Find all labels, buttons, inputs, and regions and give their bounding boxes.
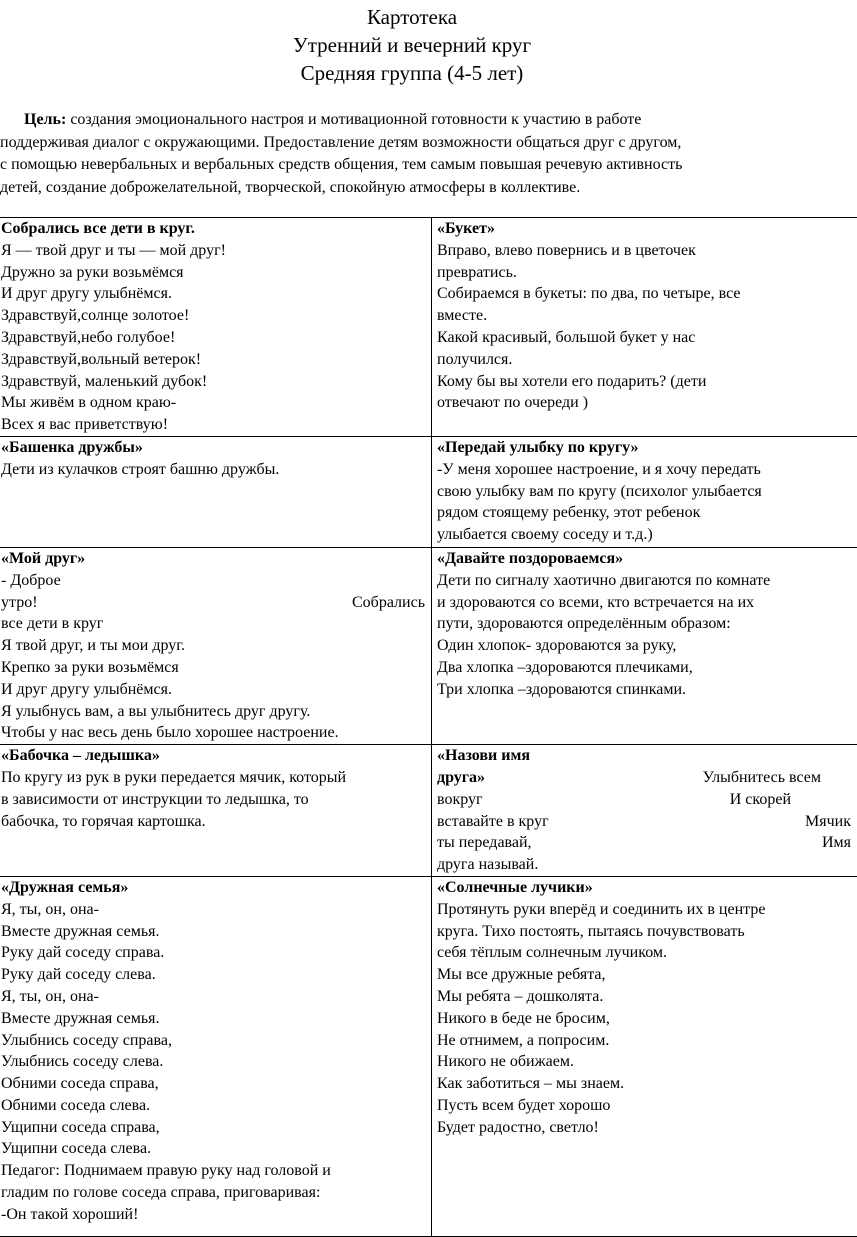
goal-line: поддерживая диалог с окружающими. Предоставление детям возможности общаться друг с другом,: [0, 132, 806, 155]
card-line: друга называй.: [437, 854, 857, 876]
card-line: Я твой друг, и ты мои друг.: [1, 635, 431, 657]
card-line: Два хлопка –здороваются плечиками,: [437, 657, 857, 679]
card-title: «Передай улыбку по кругу»: [437, 437, 857, 459]
card-line: Один хлопок- здороваются за руку,: [437, 635, 857, 657]
card-line-part: Собрались: [352, 592, 425, 614]
table-row: [0, 436, 857, 547]
card-line: -Он такой хороший!: [1, 1204, 431, 1226]
card-line: Протянуть руки вперёд и соединить их в центре: [437, 899, 857, 921]
card-title: «Башенка дружбы»: [1, 437, 431, 459]
card-line-part: Имя: [822, 832, 851, 854]
card-title: «Давайте поздороваемся»: [437, 548, 857, 570]
card-line-part: вокруг: [437, 789, 483, 811]
goal-line: создания эмоционального настроя и мотивационной готовности к участию в работе: [66, 111, 641, 128]
table-row: [0, 218, 857, 437]
title-line-1: Картотека: [8, 3, 816, 31]
card-cell: [432, 218, 857, 437]
card-title: «Бабочка – ледышка»: [1, 745, 431, 767]
card-line: все дети в круг: [1, 613, 431, 635]
card-line: Здравствуй,вольный ветерок!: [1, 349, 431, 371]
card-line: Будет радостно, светло!: [437, 1117, 857, 1139]
card-line: бабочка, то горячая картошка.: [1, 811, 431, 833]
card-line-part: вставайте в круг: [437, 811, 549, 833]
card-line: Всех я вас приветствую!: [1, 414, 431, 436]
card-line: [1, 592, 431, 614]
card-line: Дети по сигналу хаотично двигаются по комнате: [437, 570, 857, 592]
card-title: «Букет»: [437, 218, 857, 240]
card-cell: [432, 547, 857, 744]
card-line: Здравствуй, маленький дубок!: [1, 371, 431, 393]
card-line: Ущипни соседа слева.: [1, 1138, 431, 1160]
card-line: Какой красивый, большой букет у нас: [437, 327, 857, 349]
card-line: Как заботиться – мы знаем.: [437, 1073, 857, 1095]
card-line: вместе.: [437, 305, 857, 327]
card-line: круга. Тихо постоять, пытаясь почувствовать: [437, 921, 857, 943]
card-cell: [0, 876, 432, 1236]
card-line: превратись.: [437, 262, 857, 284]
card-line: Вправо, влево повернись и в цветочек: [437, 240, 857, 262]
title-line-2: Утренний и вечерний круг: [8, 31, 816, 59]
card-cell-name-friend: [432, 745, 857, 877]
card-line: улыбается своему соседу и т.д.): [437, 524, 857, 546]
card-line: Я, ты, он, она-: [1, 899, 431, 921]
card-cell-my-friend: [0, 547, 432, 744]
card-line-part: И скорей: [730, 789, 791, 811]
card-line: в зависимости от инструкции то ледышка, то: [1, 789, 431, 811]
card-line: По кругу из рук в руки передается мячик, который: [1, 767, 431, 789]
card-cell: [0, 436, 432, 547]
card-line-part: утро!: [1, 592, 38, 614]
card-line: пути, здороваются определённым образом:: [437, 613, 857, 635]
card-line: Я, ты, он, она-: [1, 986, 431, 1008]
card-line: Руку дай соседу справа.: [1, 942, 431, 964]
card-line: [437, 832, 857, 854]
card-line: Дети из кулачков строят башню дружбы.: [1, 459, 431, 481]
card-line-part: ты передавай,: [437, 832, 532, 854]
card-line: Не отнимем, а попросим.: [437, 1030, 857, 1052]
card-line: Мы ребята – дошколята.: [437, 986, 857, 1008]
card-line: Улыбнись соседу справа,: [1, 1030, 431, 1052]
card-line: Мы все дружные ребята,: [437, 964, 857, 986]
card-cell: [432, 436, 857, 547]
card-line: Никого в беде не бросим,: [437, 1008, 857, 1030]
cards-table: [0, 217, 857, 1237]
card-line: рядом стоящему ребенку, этот ребенок: [437, 502, 857, 524]
card-line: получился.: [437, 349, 857, 371]
card-line: - Доброе: [1, 570, 431, 592]
table-row: [0, 547, 857, 744]
card-line: Крепко за руки возьмёмся: [1, 657, 431, 679]
goal-line: детей, создание доброжелательной, творческой, спокойную атмосферы в коллективе.: [0, 177, 806, 200]
card-line: Чтобы у нас весь день было хорошее настроение.: [1, 722, 431, 744]
card-line: Никого не обижаем.: [437, 1051, 857, 1073]
card-line: [437, 811, 857, 833]
card-line: -У меня хорошее настроение, и я хочу передать: [437, 459, 857, 481]
card-line: Здравствуй,солнце золотое!: [1, 305, 431, 327]
card-line: гладим по голове соседа справа, приговаривая:: [1, 1182, 431, 1204]
goal-label: Цель:: [24, 111, 66, 128]
goal-line: с помощью невербальных и вербальных средств общения, тем самым повышая речевую активность: [0, 154, 806, 177]
card-line: Обними соседа справа,: [1, 1073, 431, 1095]
title-block: [0, 3, 816, 87]
card-line: И друг другу улыбнёмся.: [1, 283, 431, 305]
card-line-part: Мячик: [805, 811, 851, 833]
card-line: себя тёплым солнечным лучиком.: [437, 942, 857, 964]
title-line-3: Средняя группа (4-5 лет): [8, 59, 816, 87]
card-line: [437, 745, 857, 767]
card-line: Собираемся в букеты: по два, по четыре, все: [437, 283, 857, 305]
card-cell: [432, 876, 857, 1236]
card-line: Улыбнись соседу слева.: [1, 1051, 431, 1073]
card-line: отвечают по очереди ): [437, 392, 857, 414]
card-line: Обними соседа слева.: [1, 1095, 431, 1117]
card-title: «Назови имя: [437, 745, 530, 767]
goal-paragraph: [0, 109, 806, 199]
card-line: Здравствуй,небо голубое!: [1, 327, 431, 349]
card-cell: [0, 218, 432, 437]
card-line: Вместе дружная семья.: [1, 921, 431, 943]
table-row: [0, 745, 857, 877]
card-line: Я улыбнусь вам, а вы улыбнитесь друг другу.: [1, 701, 431, 723]
card-line: Три хлопка –здороваются спинками.: [437, 679, 857, 701]
card-line-part: Улыбнитесь всем: [703, 767, 821, 789]
card-line: Руку дай соседу слева.: [1, 964, 431, 986]
card-line: и здороваются со всеми, кто встречается на их: [437, 592, 857, 614]
card-line: Ущипни соседа справа,: [1, 1117, 431, 1139]
card-line: Кому бы вы хотели его подарить? (дети: [437, 371, 857, 393]
card-title: Собрались все дети в круг.: [1, 218, 431, 240]
card-line: [437, 789, 857, 811]
card-line: свою улыбку вам по кругу (психолог улыбается: [437, 481, 857, 503]
card-line: [437, 767, 857, 789]
card-title: «Мой друг»: [1, 548, 431, 570]
card-title: «Солнечные лучики»: [437, 877, 857, 899]
card-title: друга»: [437, 767, 485, 789]
card-line: И друг другу улыбнёмся.: [1, 679, 431, 701]
card-line: Мы живём в одном краю-: [1, 392, 431, 414]
table-row: [0, 876, 857, 1236]
card-line: Дружно за руки возьмёмся: [1, 262, 431, 284]
card-line: Вместе дружная семья.: [1, 1008, 431, 1030]
card-cell: [0, 745, 432, 877]
card-line: Я — твой друг и ты — мой друг!: [1, 240, 431, 262]
card-line: Педагог: Поднимаем правую руку над головой и: [1, 1160, 431, 1182]
card-title: «Дружная семья»: [1, 877, 431, 899]
card-line: Пусть всем будет хорошо: [437, 1095, 857, 1117]
